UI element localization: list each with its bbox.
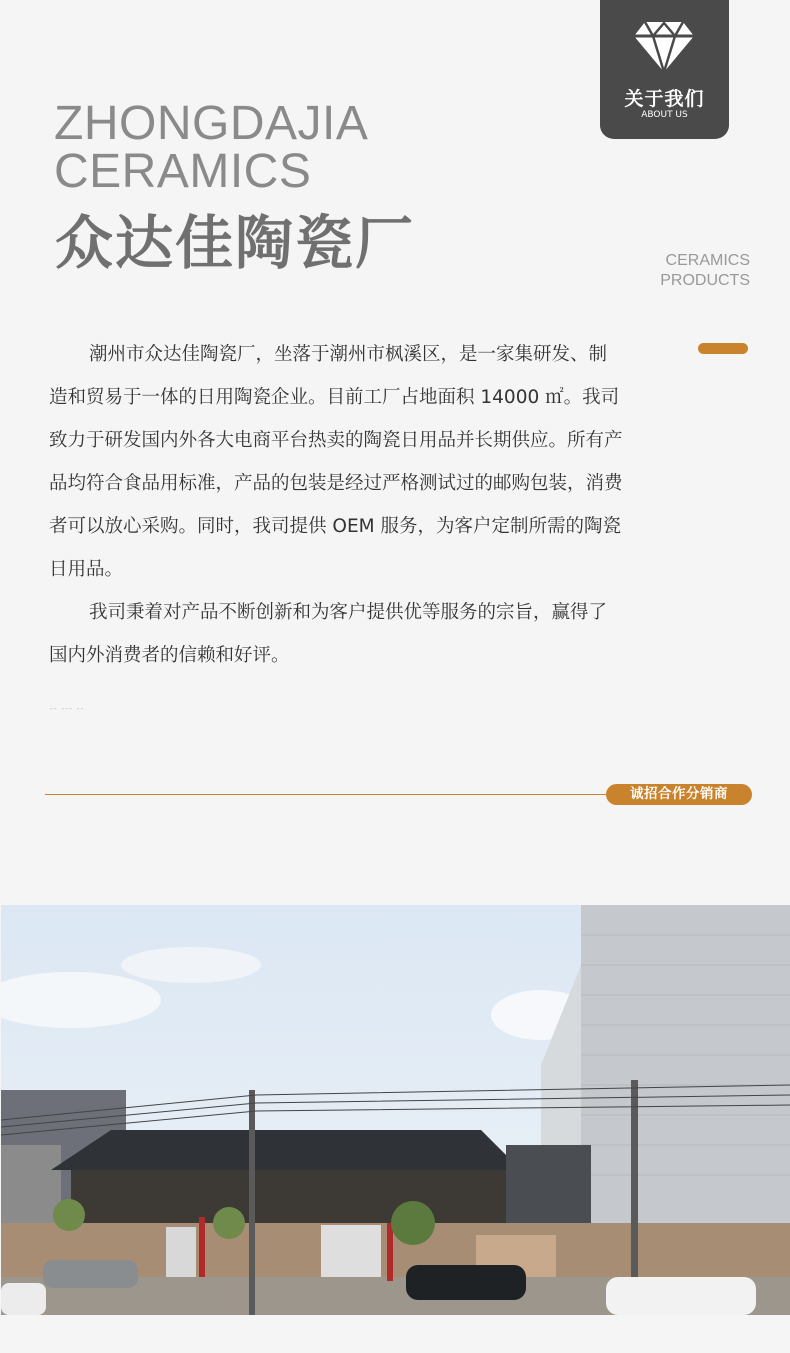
factory-photo bbox=[1, 905, 790, 1315]
side-label-line1: CERAMICS bbox=[665, 252, 750, 269]
intro-paragraph-1: 潮州市众达佳陶瓷厂，坐落于潮州市枫溪区，是一家集研发、制造和贸易于一体的日用陶瓷企业。目前工厂占地面积 14000 ㎡。我司致力于研发国内外各大电商平台热卖的陶瓷日用品并长期供应。所有产品均符合食品用标准，产品的包装是经过严格测试过的邮购包装，消费者可以放心采购。同时，我司提供 OEM 服务，为客户定制所需的陶瓷日用品。 bbox=[49, 344, 623, 580]
brand-name-chinese: 众达佳陶瓷厂 bbox=[55, 209, 416, 277]
side-label-line2: PRODUCTS bbox=[660, 272, 750, 289]
brand-name-line2: CERAMICS bbox=[54, 145, 312, 198]
accent-pill bbox=[698, 343, 748, 354]
faint-text: -- --- -- bbox=[50, 704, 85, 713]
distributor-badge: 诚招合作分销商 bbox=[606, 784, 752, 805]
intro-paragraph-2: 我司秉着对产品不断创新和为客户提供优等服务的宗旨，赢得了国内外消费者的信赖和好评。 bbox=[49, 602, 608, 666]
about-us-subtitle: ABOUT US bbox=[641, 110, 688, 120]
side-label bbox=[660, 251, 750, 291]
factory-illustration bbox=[1, 905, 790, 1315]
about-us-title: 关于我们 bbox=[624, 88, 705, 110]
intro-text bbox=[49, 333, 624, 677]
brand-name-line1: ZHONGDAJIA bbox=[54, 97, 369, 150]
about-us-tab bbox=[600, 0, 729, 139]
diamond-icon bbox=[633, 20, 695, 74]
divider-line bbox=[45, 794, 615, 795]
brand-name-english bbox=[54, 97, 369, 198]
